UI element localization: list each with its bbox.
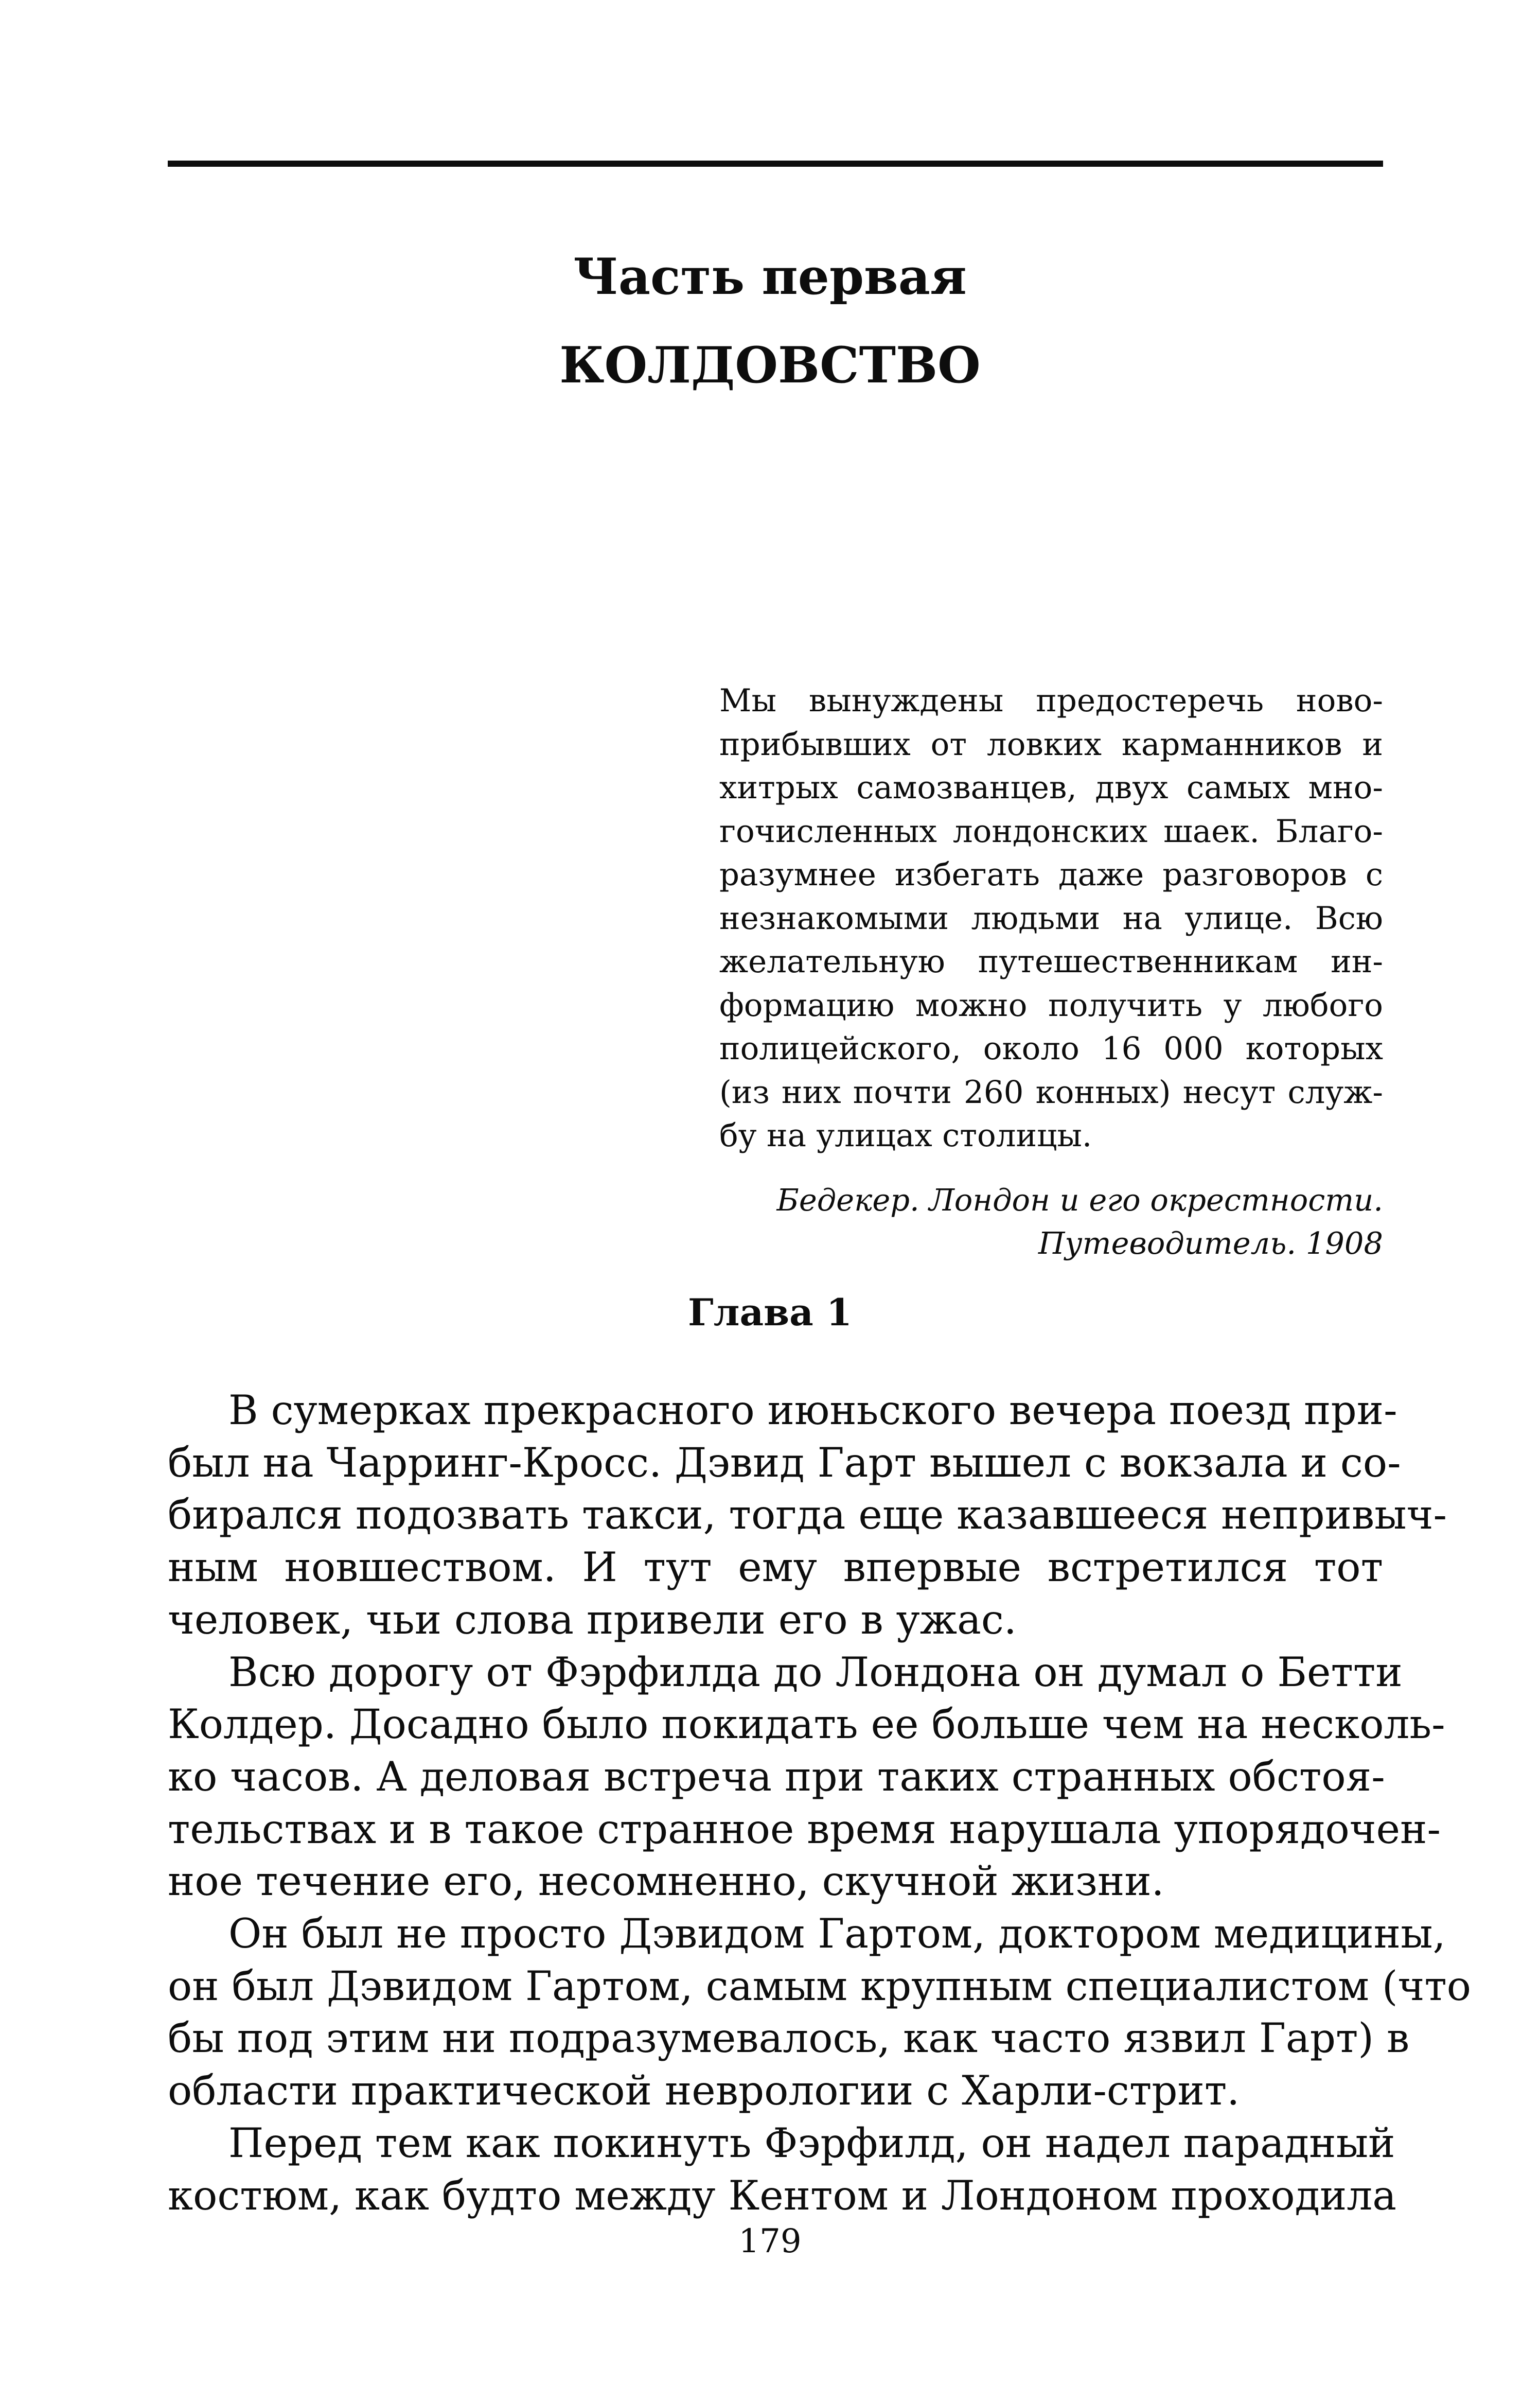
- epigraph-line: формацию можно получить у любого: [719, 987, 1383, 1024]
- text-line: Перед тем как покинуть Фэрфилд, он надел парадный: [228, 2119, 1395, 2167]
- text-line: он был Дэвидом Гартом, самым крупным специалистом (что: [168, 1962, 1472, 2010]
- epigraph-line: бу на улицах столицы.: [719, 1117, 1092, 1154]
- chapter-body: [168, 1384, 1472, 2222]
- epigraph: [719, 679, 1383, 1265]
- epigraph-line: полицейского, около 16 000 которых: [719, 1030, 1383, 1067]
- epigraph-text: [719, 679, 1383, 1158]
- text-line: Колдер. Досадно было покидать ее больше чем на несколь-: [168, 1700, 1445, 1748]
- epigraph-line: желательную путешественникам ин-: [719, 943, 1383, 980]
- epigraph-source-line: Путеводитель. 1908: [1038, 1225, 1383, 1261]
- text-line: костюм, как будто между Кентом и Лондоном проходила: [168, 2171, 1397, 2219]
- page-number: 179: [738, 2222, 802, 2260]
- text-line: бы под этим ни подразумевалось, как часто язвил Гарт) в: [168, 2014, 1410, 2062]
- text-line: ное течение его, несомненно, скучной жизни.: [168, 1857, 1164, 1905]
- epigraph-source-line: Бедекер. Лондон и его окрестности.: [776, 1182, 1383, 1218]
- text-line: Всю дорогу от Фэрфилда до Лондона он думал о Бетти: [228, 1648, 1403, 1696]
- text-line: был на Чарринг-Кросс. Дэвид Гарт вышел с вокзала и со-: [168, 1439, 1401, 1486]
- text-line: Он был не просто Дэвидом Гартом, доктором медицины,: [228, 1910, 1446, 1958]
- part-subtitle: КОЛДОВСТВО: [559, 336, 981, 394]
- text-line: В сумерках прекрасного июньского вечера поезд при-: [228, 1387, 1397, 1434]
- epigraph-line: незнакомыми людьми на улице. Всю: [719, 900, 1383, 937]
- text-line: бирался подозвать такси, тогда еще казавшееся непривыч-: [168, 1491, 1447, 1539]
- paragraph: [168, 1646, 1445, 1908]
- epigraph-line: разумнее избегать даже разговоров с: [719, 856, 1383, 893]
- epigraph-line: прибывших от ловких карманников и: [719, 726, 1383, 763]
- paragraph: [168, 2117, 1397, 2222]
- text-line: ко часов. А деловая встреча при таких странных обстоя-: [168, 1752, 1385, 1800]
- text-line: тельствах и в такое странное время нарушала упорядочен-: [168, 1805, 1441, 1853]
- epigraph-line: (из них почти 260 конных) несут служ-: [719, 1074, 1383, 1111]
- top-rule: [168, 161, 1383, 167]
- epigraph-line: хитрых самозванцев, двух самых мно-: [719, 769, 1383, 806]
- text-line: человек, чьи слова привели его в ужас.: [168, 1596, 1017, 1643]
- part-title: Часть первая: [573, 248, 967, 306]
- text-line: ным новшеством. И тут ему впервые встретился тот: [168, 1544, 1383, 1591]
- epigraph-source: [719, 1179, 1383, 1265]
- text-line: области практической неврологии с Харли-стрит.: [168, 2067, 1240, 2115]
- paragraph: [168, 1384, 1447, 1646]
- chapter-title: Глава 1: [688, 1290, 852, 1334]
- epigraph-line: Мы вынуждены предостеречь ново-: [719, 682, 1383, 719]
- epigraph-line: гочисленных лондонских шаек. Благо-: [719, 813, 1383, 850]
- paragraph: [168, 1908, 1472, 2117]
